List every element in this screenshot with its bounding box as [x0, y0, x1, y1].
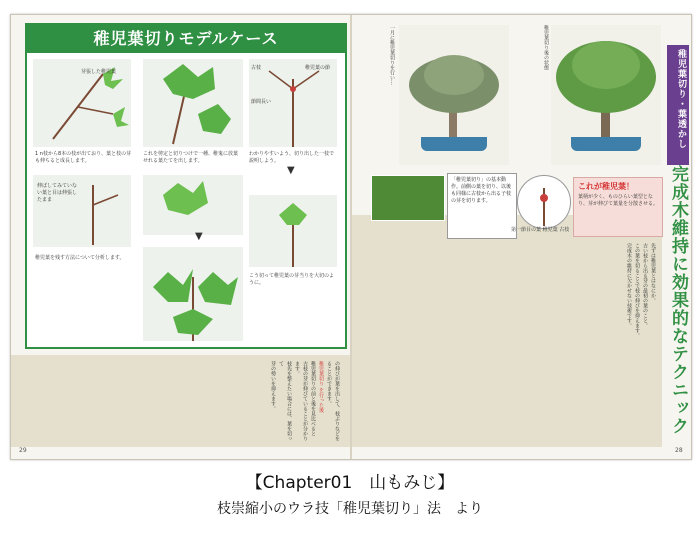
bonsai-photo-before	[399, 25, 509, 165]
step-photo-7	[249, 195, 337, 267]
book-spread	[10, 14, 692, 460]
info-box	[573, 177, 663, 237]
pruned-branch-icon	[249, 195, 337, 267]
label-old-branch: 古枝	[251, 65, 262, 71]
callout-label: 第一節目の葉	[511, 227, 542, 233]
callout-labels	[511, 227, 571, 234]
down-arrow-icon-1: ▼	[195, 231, 203, 242]
body-line: 枝先を整えたい場合には、葉を切って	[278, 361, 292, 441]
photo-caption-after: 稚児葉切り後の状態	[543, 25, 549, 70]
bonsai-photo-after	[551, 25, 661, 165]
label-pruned-leaf: 芽張した稚児葉	[81, 69, 117, 75]
caption-step-4: 伸ばしてみていない葉と目は伸張したまま	[37, 183, 78, 203]
body-line: 先ずは稚児葉とはなにか。	[650, 243, 656, 303]
caption-step-5: こう切って稚児葉の芽当りを大切のように。	[249, 273, 335, 286]
caption-step-2: これを剪定と切りつけで一種、稚鬼に放葉せれる葉たてを出します。	[143, 151, 239, 164]
step-photo-5	[143, 175, 243, 235]
body-line: この葉を切ることで枝の伸びを抑えます。	[634, 243, 640, 338]
side-headline: 完成木維持に効果的なテクニック	[668, 165, 688, 435]
left-body-text	[21, 361, 341, 445]
model-case-panel	[25, 23, 347, 349]
note-box: 「稚児葉切り」の基本動作。前側の葉を切り、以後も同様に古枝から出る子枝の芽を切ります。	[447, 173, 517, 239]
footer-source: 枝崇縮小のウラ技「稚児葉切り」法 より	[217, 501, 483, 517]
info-box-heading: これが稚児葉！	[578, 182, 634, 191]
maple-leaves-spread-icon	[143, 247, 243, 341]
gutter	[350, 15, 352, 459]
body-line: 完成木の維持に欠かせない技術です。	[626, 243, 632, 328]
label-node: 稚児葉の節	[305, 65, 331, 71]
down-arrow-icon-2: ▼	[287, 165, 295, 176]
info-box-text: 葉柄が少く、ものひらい葉型となり、芽が伸びて葉量を分散させる。	[578, 194, 659, 207]
body-line: 芽の勢いを抑えます。	[270, 361, 276, 411]
step-photo-3	[249, 59, 337, 147]
hand-pruning-photo	[371, 175, 445, 221]
bonsai-pot-after	[571, 137, 641, 151]
leaf-bud-icon	[518, 176, 570, 228]
callout-label: 稚児葉	[542, 227, 558, 233]
maple-leaf-icon	[143, 175, 243, 235]
page-number-left: 29	[19, 447, 27, 454]
step-photo-1	[33, 59, 131, 147]
body-line: ることができます。	[326, 361, 332, 406]
step-photo-6	[143, 247, 243, 341]
body-line: の伸びが葉を出して、枝ぶりなどを	[334, 361, 340, 441]
side-title: 稚児葉切り・葉透かし	[676, 49, 686, 149]
step-photo-4	[33, 175, 131, 247]
caption-step-1: 1 n枝から8本の枝が出ており、葉と枝の芽も伸ちると成長します。	[35, 151, 132, 164]
caption-step-6: 稚児葉を残す方法について分析します。	[35, 255, 125, 261]
footer-chapter: 【Chapter01 山もみじ】	[245, 473, 455, 493]
body-line: 古い枝から出る芽の最初の葉のこと。	[642, 243, 648, 328]
maple-leaf-cluster-icon	[143, 59, 243, 147]
caption-step-3: わかりやすいよう、切り出した一枝で説明しよう。	[249, 151, 335, 164]
photo-caption-before: 一月に稚児葉切りを行い…	[389, 25, 395, 85]
bonsai-pot	[421, 137, 487, 151]
model-case-title: 稚児葉切りモデルケース	[27, 25, 345, 53]
label-internode: 節間長い	[251, 99, 272, 105]
body-line: 稚児葉切りの前と後を見比べると	[310, 361, 316, 436]
body-red-heading: 稚児葉切り を行った後	[318, 361, 324, 413]
callout-label: 古枝	[559, 227, 570, 233]
step-photo-2	[143, 59, 243, 147]
callout-magnifier	[517, 175, 571, 229]
page-number-right: 28	[675, 447, 683, 454]
right-body-text	[361, 243, 657, 443]
body-line: 古枝の芽が伸びていることが分かります。	[294, 361, 308, 441]
